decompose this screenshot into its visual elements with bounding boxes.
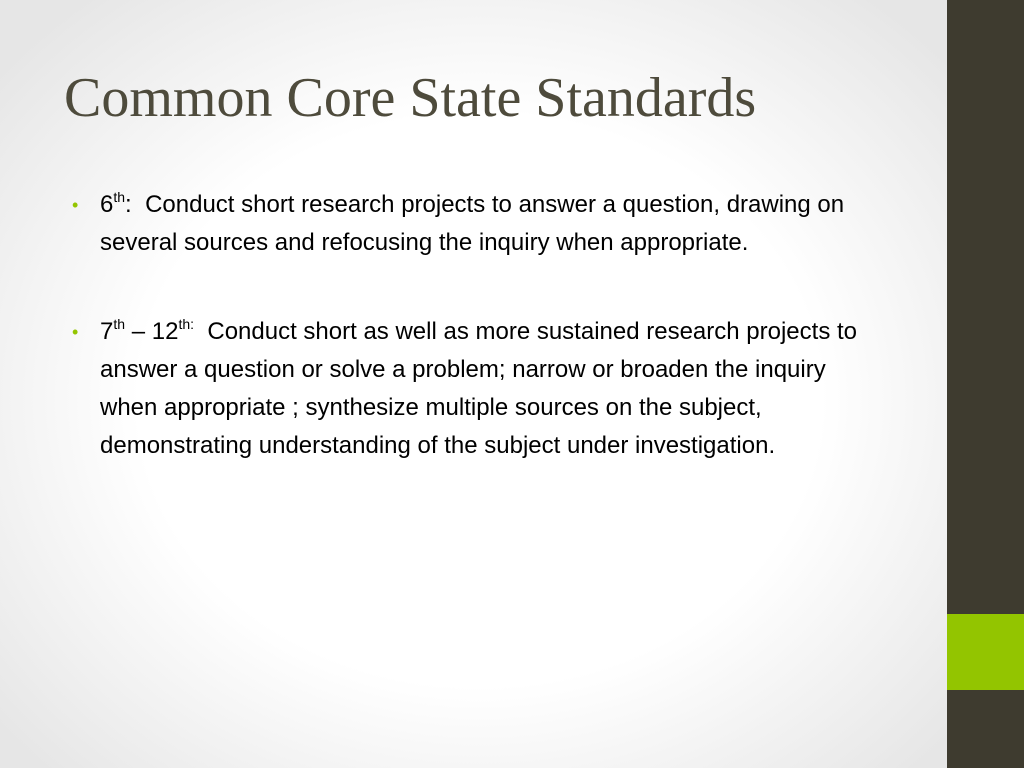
- grade-start-ordinal: th: [113, 316, 126, 332]
- grade-separator: :: [125, 191, 146, 218]
- grade-end-ordinal: th:: [178, 316, 195, 332]
- bullet-body: [100, 191, 844, 256]
- grade-ordinal: th: [113, 189, 126, 205]
- bullet-dot-icon: •: [72, 322, 79, 342]
- bullet-list: [72, 186, 872, 516]
- bullet-body: [100, 318, 857, 459]
- grade-start-number: 7: [100, 318, 114, 345]
- bullet-item-7th-12th-grade: [72, 313, 872, 465]
- slide-title: Common Core State Standards: [64, 67, 757, 129]
- bullet-dot-icon: •: [72, 195, 79, 215]
- bullet-text: Conduct short research projects to answer a question, drawing on several sources and refocusing the inquiry when appropriate.: [100, 191, 845, 256]
- bullet-item-6th-grade: [72, 186, 872, 262]
- grade-range-separator: –: [125, 318, 152, 345]
- grade-number: 6: [100, 191, 114, 218]
- grade-end-number: 12: [151, 318, 179, 345]
- bullet-text: Conduct short as well as more sustained research projects to answer a question or solve a problem; narrow or broaden the inquiry when appropriate ; synthesize multiple sources on the subject, demonstrating understanding of the subject under investigation.: [100, 318, 857, 459]
- sidebar-accent-block: [947, 614, 1024, 690]
